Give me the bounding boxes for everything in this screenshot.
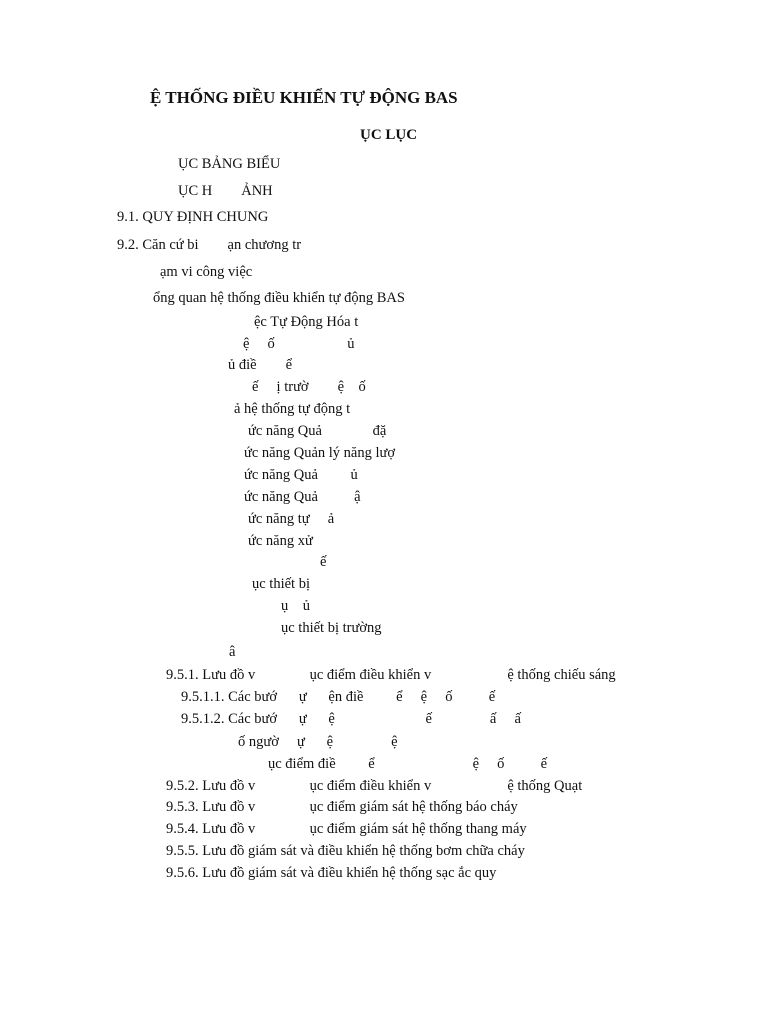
toc-entry[interactable]: ức năng tự ả — [248, 511, 335, 527]
toc-entry[interactable]: ụ ủ — [281, 598, 310, 614]
toc-entry[interactable]: ạm vi công việc — [160, 264, 253, 280]
toc-entry[interactable]: 9.5.1. Lưu đồ v ục điểm điều khiển v ệ thống chiếu sáng — [166, 667, 616, 683]
toc-entry[interactable]: 9.5.1.1. Các bướ ự ện điề ể ệ ố ế — [181, 689, 496, 705]
toc-entry[interactable]: ục điểm điề ể ệ ố ế — [268, 756, 548, 772]
toc-entry[interactable]: 9.2. Căn cứ bi ạn chương tr — [117, 237, 302, 253]
toc-entry[interactable]: ục thiết bị trường — [281, 620, 382, 636]
toc-heading: ỤC LỤC — [360, 127, 418, 143]
toc-entry[interactable]: 9.5.6. Lưu đồ giám sát và điều khiển hệ thống sạc ắc quy — [166, 865, 497, 881]
toc-entry[interactable]: ệc Tự Động Hóa t — [254, 314, 359, 330]
toc-entry[interactable]: ục thiết bị — [252, 576, 310, 592]
toc-entry[interactable]: ố ngườ ự ệ ệ — [238, 734, 398, 750]
toc-entry[interactable]: ỤC BẢNG BIỂU — [178, 156, 281, 172]
toc-entry[interactable]: ức năng Quả ủ — [244, 467, 358, 483]
toc-entry[interactable]: ổng quan hệ thống điều khiển tự động BAS — [153, 290, 405, 306]
toc-entry[interactable]: 9.5.5. Lưu đồ giám sát và điều khiển hệ thống bơm chữa cháy — [166, 843, 525, 859]
toc-entry[interactable]: ả hệ thống tự động t — [234, 401, 351, 417]
toc-entry[interactable]: ức năng Quả ậ — [244, 489, 361, 505]
toc-entry[interactable]: 9.5.3. Lưu đồ v ục điểm giám sát hệ thống báo cháy — [166, 799, 518, 815]
toc-entry[interactable]: ỤC H ẢNH — [178, 183, 273, 199]
toc-entry[interactable]: ức năng Quản lý năng lượ — [244, 445, 396, 461]
toc-entry[interactable]: ức năng Quả đặ — [248, 423, 387, 439]
toc-entry[interactable]: ệ ố ủ — [243, 336, 355, 352]
toc-entry[interactable]: 9.5.2. Lưu đồ v ục điểm điều khiển v ệ thống Quạt — [166, 778, 583, 794]
toc-entry[interactable]: 9.1. QUY ĐỊNH CHUNG — [117, 209, 269, 225]
toc-entry[interactable]: ế ị trườ ệ ố — [252, 379, 366, 395]
toc-entry[interactable]: ủ điề ể — [228, 357, 293, 373]
toc-entry[interactable]: ức năng xử — [248, 533, 313, 549]
toc-entry[interactable]: 9.5.4. Lưu đồ v ục điểm giám sát hệ thống thang máy — [166, 821, 527, 837]
document-title: Ệ THỐNG ĐIỀU KHIỂN TỰ ĐỘNG BAS — [150, 88, 458, 107]
toc-entry[interactable]: â — [229, 644, 236, 660]
toc-entry[interactable]: ế — [320, 554, 327, 570]
toc-entry[interactable]: 9.5.1.2. Các bướ ự ệ ế ấ ấ — [181, 711, 521, 727]
